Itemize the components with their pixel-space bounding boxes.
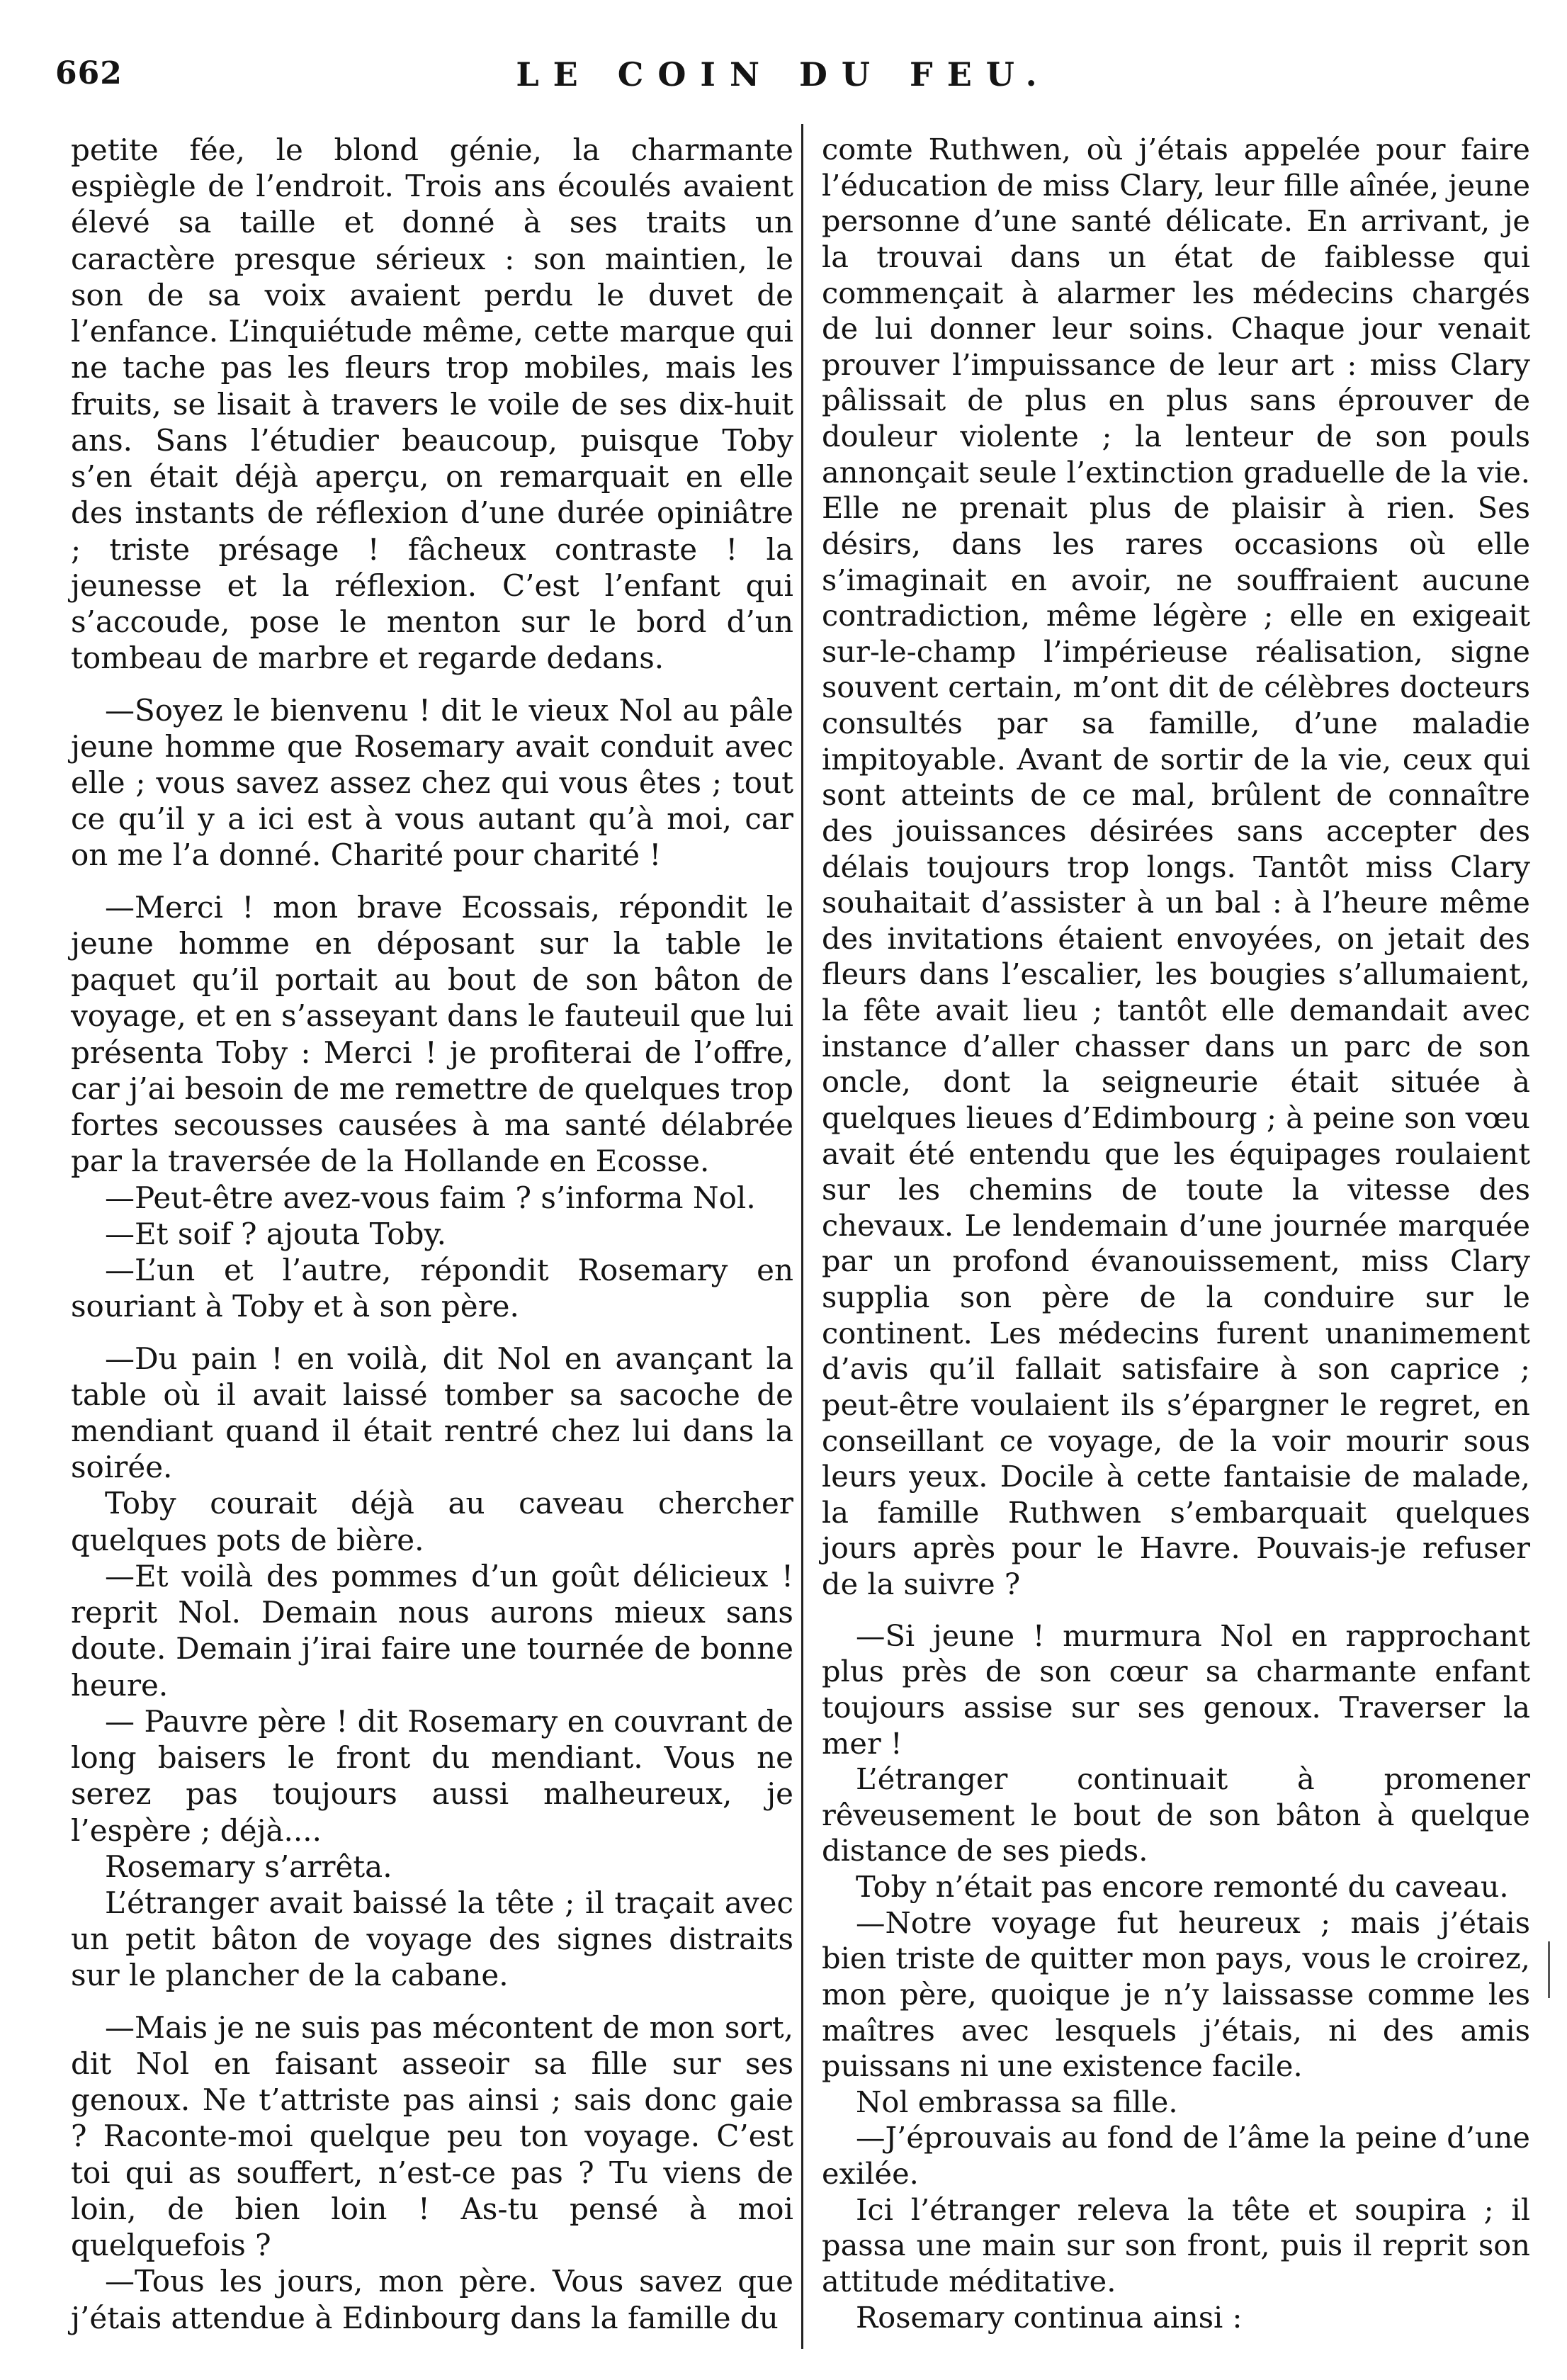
paragraph: Rosemary s’arrêta.: [105, 1849, 392, 1884]
paragraph: petite fée, le blond génie, la charmante espiègle de l’endroit. Trois ans écoulés avaient élevé sa taille et donné à ses traits un caractère presque sérieux : son maintien, le son de sa voix avaient perdu le duvet de l’enfance. L’inquiétude même, cette marque qui ne tache pas les fleurs trop mobiles, mais les fruits, se lisait à travers le voile de ses dix-huit ans. Sans l’étudier beaucoup, puisque Toby s’en était déjà aperçu, on remarquait en elle des instants de réflexion d’une durée opiniâtre ; triste présage ! fâcheux contraste ! la jeunesse et la réflexion. C’est l’enfant qui s’accoude, pose le menton sur le bord d’un tombeau de marbre et regarde dedans.: [71, 132, 793, 676]
paragraph: —Tous les jours, mon père. Vous savez que j’étais attendue à Edinbourg dans la famille du: [71, 2264, 793, 2335]
paragraph: Toby n’était pas encore remonté du caveau.: [856, 1869, 1509, 1904]
paragraph: —Merci ! mon brave Ecossais, répondit le jeune homme en déposant sur la table le paquet qu’il portait au bout de son bâton de voyage, et en s’asseyant dans le fauteuil que lui présenta Toby : Merci ! je profiterai de l’offre, car j’ai besoin de me remettre de quelques trop fortes secousses causées à ma santé délabrée par la traversée de la Hollande en Ecosse.: [71, 889, 793, 1179]
column-divider: [801, 124, 803, 2349]
paragraph: comte Ruthwen, où j’étais appelée pour faire l’éducation de miss Clary, leur fille aînée, jeune personne d’une santé délicate. En arrivant, je la trouvai dans un état de faiblesse qui commençait à alarmer les médecins chargés de lui donner leur soins. Chaque jour venait prouver l’impuissance de leur art : miss Clary pâlissait de plus en plus sans éprouver de douleur violente ; la lenteur de son pouls annonçait seule l’extinction graduelle de la vie. Elle ne prenait plus de plaisir à rien. Ses désirs, dans les rares occasions où elle s’imaginait en avoir, ne souffraient aucune contradiction, même légère ; elle en exigeait sur-le-champ l’impérieuse réalisation, signe souvent certain, m’ont dit de célèbres docteurs consultés par sa famille, d’une maladie impitoyable. Avant de sortir de la vie, ceux qui sont atteints de ce mal, brûlent de connaître des jouissances désirées sans accepter des délais toujours trop longs. Tantôt miss Clary souhaitait d’assister à un bal : à l’heure même des invitations étaient envoyées, on jetait des fleurs dans l’escalier, les bougies s’allumaient, la fête avait lieu ; tantôt elle demandait avec instance d’aller chasser dans un parc de son oncle, dont la seigneurie était située à quelques lieues d’Edimbourg ; à peine son vœu avait été entendu que les équipages roulaient sur les chemins de toute la vitesse des chevaux. Le lendemain d’une journée marquée par un profond évanouissement, miss Clary supplia son père de la conduire sur le continent. Les médecins furent unanimement d’avis qu’il fallait satisfaire à son caprice ; peut-être voulaient ils s’épargner le regret, en conseillant ce voyage, de la voir mourir sous leurs yeux. Docile à cette fantaisie de malade, la famille Ruthwen s’embarquait quelques jours après pour le Havre. Pouvais-je refuser de la suivre ?: [822, 132, 1530, 1601]
paragraph: —Notre voyage fut heureux ; mais j’étais bien triste de quitter mon pays, vous le croirez, mon père, quoique je n’y laissasse comme les maîtres avec lesquels j’étais, ni des amis puissans ni une existence facile.: [822, 1905, 1530, 2084]
right-column: [822, 132, 1530, 2335]
paragraph: Ici l’étranger releva la tête et soupira ; il passa une main sur son front, puis il reprit son attitude méditative.: [822, 2192, 1530, 2299]
left-column: [71, 132, 793, 2336]
paragraph: —Si jeune ! murmura Nol en rapprochant plus près de son cœur sa charmante enfant toujours assise sur ses genoux. Traverser la mer !: [822, 1618, 1530, 1761]
paragraph: Nol embrassa sa fille.: [856, 2084, 1178, 2119]
paragraph: —Peut-être avez-vous faim ? s’informa Nol.: [105, 1180, 756, 1215]
paragraph: Toby courait déjà au caveau chercher quelques pots de bière.: [71, 1486, 793, 1557]
paragraph: —Et voilà des pommes d’un goût délicieux ! reprit Nol. Demain nous aurons mieux sans doute. Demain j’irai faire une tournée de bonne heure.: [71, 1558, 793, 1703]
paragraph: — Pauvre père ! dit Rosemary en couvrant de long baisers le front du mendiant. Vous ne serez pas toujours aussi malheureux, je l’espère ; déjà....: [71, 1703, 793, 1848]
paragraph: —J’éprouvais au fond de l’âme la peine d’une exilée.: [822, 2120, 1530, 2191]
page-header: [55, 55, 1512, 98]
paragraph: —Du pain ! en voilà, dit Nol en avançant la table où il avait laissé tomber sa sacoche de mendiant quand il était rentré chez lui dans la soirée.: [71, 1341, 793, 1485]
paragraph: —Soyez le bienvenu ! dit le vieux Nol au pâle jeune homme que Rosemary avait conduit avec elle ; vous savez assez chez qui vous êtes ; tout ce qu’il y a ici est à vous autant qu’à moi, car on me l’a donné. Charité pour charité !: [71, 692, 793, 873]
paragraph: L’étranger continuait à promener rêveusement le bout de son bâton à quelque distance de ses pieds.: [822, 1761, 1530, 1868]
paragraph: —Et soif ? ajouta Toby.: [105, 1216, 447, 1251]
margin-mark: [1548, 1941, 1550, 1998]
page-number: 662: [55, 55, 123, 91]
paragraph: —L’un et l’autre, répondit Rosemary en souriant à Toby et à son père.: [71, 1253, 793, 1324]
running-title: LE COIN DU FEU.: [516, 55, 1051, 94]
paragraph: L’étranger avait baissé la tête ; il traçait avec un petit bâton de voyage des signes distraits sur le plancher de la cabane.: [71, 1885, 793, 1993]
paragraph: —Mais je ne suis pas mécontent de mon sort, dit Nol en faisant asseoir sa fille sur ses genoux. Ne t’attriste pas ainsi ; sais donc gaie ? Raconte-moi quelque peu ton voyage. C’est toi qui as souffert, n’est-ce pas ? Tu viens de loin, de bien loin ! As-tu pensé à moi quelquefois ?: [71, 2009, 793, 2263]
paragraph: Rosemary continua ainsi :: [856, 2299, 1243, 2335]
